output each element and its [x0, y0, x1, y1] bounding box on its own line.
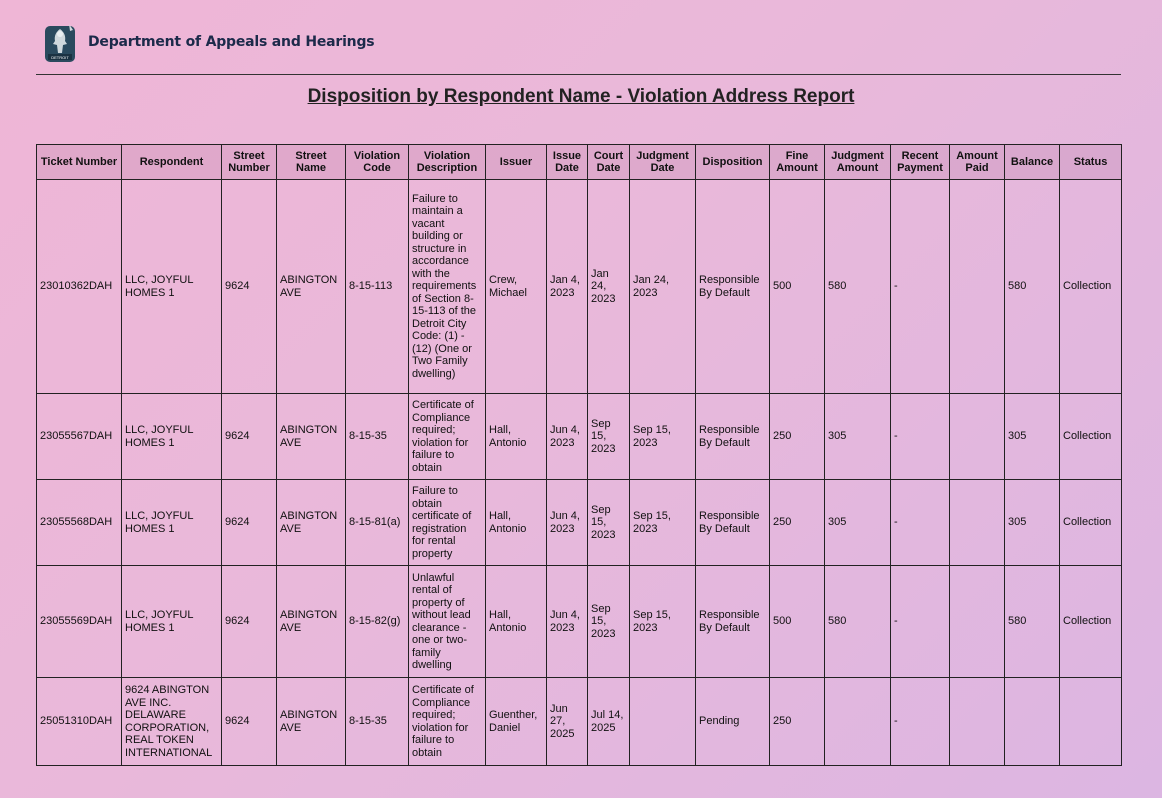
table-row: [37, 678, 1122, 766]
respondent-cell: LLC, JOYFUL HOMES 1: [122, 480, 222, 566]
violation-code-cell: 8-15-35: [346, 678, 409, 766]
street-name-cell: ABINGTON AVE: [277, 678, 346, 766]
table-row: [37, 566, 1122, 678]
status-cell: Collection: [1060, 480, 1122, 566]
balance-cell: 305: [1005, 394, 1060, 480]
judgment-date-cell: Sep 15, 2023: [630, 566, 696, 678]
fine-amount-cell: 500: [770, 180, 825, 394]
issue-date-cell: Jun 4, 2023: [547, 394, 588, 480]
status-cell: Collection: [1060, 394, 1122, 480]
amount-paid-cell: [950, 480, 1005, 566]
issuer-cell: Hall, Antonio: [486, 566, 547, 678]
issuer-cell: Hall, Antonio: [486, 394, 547, 480]
violation-description-cell: Unlawful rental of property of without lead clearance - one or two-family dwelling: [409, 566, 486, 678]
disposition-cell: Pending: [696, 678, 770, 766]
issue-date-cell: Jan 4, 2023: [547, 180, 588, 394]
table-row: [37, 394, 1122, 480]
disposition-cell: Responsible By Default: [696, 394, 770, 480]
col-court-date: Court Date: [588, 145, 630, 180]
judgment-date-cell: Sep 15, 2023: [630, 480, 696, 566]
violation-description-cell: Failure to obtain certificate of registration for rental property: [409, 480, 486, 566]
court-date-cell: Jul 14, 2025: [588, 678, 630, 766]
department-name: Department of Appeals and Hearings: [88, 34, 375, 50]
court-date-cell: Jan 24, 2023: [588, 180, 630, 394]
respondent-cell: LLC, JOYFUL HOMES 1: [122, 394, 222, 480]
street-number-cell: 9624: [222, 480, 277, 566]
street-name-cell: ABINGTON AVE: [277, 180, 346, 394]
col-judgment-date: Judgment Date: [630, 145, 696, 180]
respondent-cell: LLC, JOYFUL HOMES 1: [122, 180, 222, 394]
violation-description-cell: Failure to maintain a vacant building or structure in accordance with the requirements of Section 8-15-113 of the Detroit City Code: (1) - (12) (One or Two Family dwelling): [409, 180, 486, 394]
col-street-number: Street Number: [222, 145, 277, 180]
court-date-cell: Sep 15, 2023: [588, 566, 630, 678]
detroit-seal-logo: [42, 20, 78, 64]
col-disposition: Disposition: [696, 145, 770, 180]
table-row: [37, 480, 1122, 566]
balance-cell: 580: [1005, 180, 1060, 394]
header-divider: [36, 74, 1121, 75]
court-date-cell: Sep 15, 2023: [588, 394, 630, 480]
violation-code-cell: 8-15-82(g): [346, 566, 409, 678]
report-title: Disposition by Respondent Name - Violation Address Report: [307, 86, 855, 107]
col-recent-payment: Recent Payment: [891, 145, 950, 180]
status-cell: [1060, 678, 1122, 766]
col-fine-amount: Fine Amount: [770, 145, 825, 180]
col-judgment-amount: Judgment Amount: [825, 145, 891, 180]
col-violation-description: Violation Description: [409, 145, 486, 180]
amount-paid-cell: [950, 678, 1005, 766]
status-cell: Collection: [1060, 566, 1122, 678]
recent-payment-cell: -: [891, 678, 950, 766]
judgment-date-cell: Sep 15, 2023: [630, 394, 696, 480]
violation-description-cell: Certificate of Compliance required; violation for failure to obtain: [409, 678, 486, 766]
disposition-cell: Responsible By Default: [696, 180, 770, 394]
amount-paid-cell: [950, 394, 1005, 480]
street-number-cell: 9624: [222, 180, 277, 394]
fine-amount-cell: 500: [770, 566, 825, 678]
issue-date-cell: Jun 4, 2023: [547, 566, 588, 678]
judgment-amount-cell: 580: [825, 180, 891, 394]
table-row: [37, 180, 1122, 394]
issue-date-cell: Jun 4, 2023: [547, 480, 588, 566]
violation-code-cell: 8-15-81(a): [346, 480, 409, 566]
disposition-table: [36, 144, 1122, 766]
judgment-date-cell: [630, 678, 696, 766]
fine-amount-cell: 250: [770, 678, 825, 766]
col-street-name: Street Name: [277, 145, 346, 180]
violation-code-cell: 8-15-35: [346, 394, 409, 480]
ticket-number-cell: 23055567DAH: [37, 394, 122, 480]
issuer-cell: Crew, Michael: [486, 180, 547, 394]
recent-payment-cell: -: [891, 566, 950, 678]
col-balance: Balance: [1005, 145, 1060, 180]
svg-text:DETROIT: DETROIT: [51, 55, 69, 60]
ticket-number-cell: 23055568DAH: [37, 480, 122, 566]
col-violation-code: Violation Code: [346, 145, 409, 180]
recent-payment-cell: -: [891, 480, 950, 566]
ticket-number-cell: 23055569DAH: [37, 566, 122, 678]
status-cell: Collection: [1060, 180, 1122, 394]
judgment-amount-cell: [825, 678, 891, 766]
street-number-cell: 9624: [222, 394, 277, 480]
disposition-cell: Responsible By Default: [696, 480, 770, 566]
street-name-cell: ABINGTON AVE: [277, 480, 346, 566]
court-date-cell: Sep 15, 2023: [588, 480, 630, 566]
ticket-number-cell: 25051310DAH: [37, 678, 122, 766]
fine-amount-cell: 250: [770, 480, 825, 566]
amount-paid-cell: [950, 566, 1005, 678]
page-header: [42, 18, 374, 66]
ticket-number-cell: 23010362DAH: [37, 180, 122, 394]
balance-cell: 305: [1005, 480, 1060, 566]
col-respondent: Respondent: [122, 145, 222, 180]
col-ticket-number: Ticket Number: [37, 145, 122, 180]
amount-paid-cell: [950, 180, 1005, 394]
respondent-cell: LLC, JOYFUL HOMES 1: [122, 566, 222, 678]
street-name-cell: ABINGTON AVE: [277, 394, 346, 480]
violation-description-cell: Certificate of Compliance required; violation for failure to obtain: [409, 394, 486, 480]
balance-cell: 580: [1005, 566, 1060, 678]
street-number-cell: 9624: [222, 566, 277, 678]
col-amount-paid: Amount Paid: [950, 145, 1005, 180]
balance-cell: [1005, 678, 1060, 766]
table-header-row: [37, 145, 1122, 180]
issue-date-cell: Jun 27, 2025: [547, 678, 588, 766]
street-number-cell: 9624: [222, 678, 277, 766]
issuer-cell: Hall, Antonio: [486, 480, 547, 566]
recent-payment-cell: -: [891, 394, 950, 480]
col-status: Status: [1060, 145, 1122, 180]
recent-payment-cell: -: [891, 180, 950, 394]
issuer-cell: Guenther, Daniel: [486, 678, 547, 766]
street-name-cell: ABINGTON AVE: [277, 566, 346, 678]
judgment-amount-cell: 305: [825, 480, 891, 566]
judgment-amount-cell: 580: [825, 566, 891, 678]
col-issuer: Issuer: [486, 145, 547, 180]
col-issue-date: Issue Date: [547, 145, 588, 180]
judgment-amount-cell: 305: [825, 394, 891, 480]
judgment-date-cell: Jan 24, 2023: [630, 180, 696, 394]
fine-amount-cell: 250: [770, 394, 825, 480]
violation-code-cell: 8-15-113: [346, 180, 409, 394]
disposition-cell: Responsible By Default: [696, 566, 770, 678]
respondent-cell: 9624 ABINGTON AVE INC. DELAWARE CORPORATION, REAL TOKEN INTERNATIONAL: [122, 678, 222, 766]
